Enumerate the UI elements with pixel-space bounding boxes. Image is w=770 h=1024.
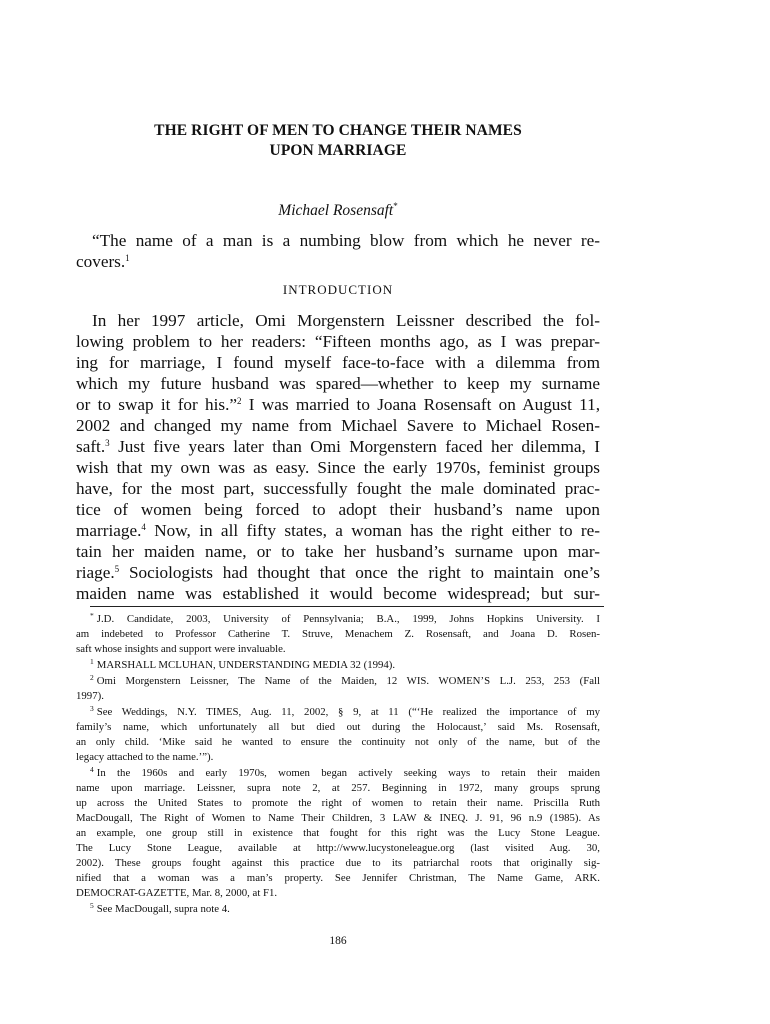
footnote-line: $^5$ See MacDougall, supra note 4. bbox=[90, 902, 230, 915]
body-line: riage.$^5$ Sociologists had thought that once the right to maintain one’s bbox=[76, 563, 600, 582]
footnote-line: saft whose insights and support were invaluable. bbox=[76, 643, 286, 655]
title-line-2: UPON MARRIAGE bbox=[269, 142, 407, 159]
body-line: 2002 and changed my name from Michael Savere to Michael Rosen- bbox=[76, 416, 600, 435]
body-line: tice of women being forced to adopt their husband’s name upon bbox=[76, 500, 600, 519]
footnote-number: * bbox=[90, 612, 94, 620]
footnote-number: 5 bbox=[90, 902, 94, 910]
body-line: maiden name was established it would become widespread; but sur- bbox=[76, 584, 600, 603]
footnote-line: $^3$ See Weddings, N.Y. TIMES, Aug. 11, 2002, § 9, at 11 (“‘He realized the importance of my bbox=[90, 705, 600, 718]
footnote-line: an only child. ‘Mike said he wanted to ensure the continuity not only of the name, but of the bbox=[76, 736, 600, 748]
body-line: ing for marriage, I found myself face-to-face with a dilemma from bbox=[76, 353, 600, 372]
footnote-line: name upon marriage. Leissner, supra note 2, at 257. Beginning in 1972, many groups sprung bbox=[76, 782, 600, 794]
epigraph-line: covers.$^1$ bbox=[76, 252, 130, 271]
footnote-number: 3 bbox=[90, 705, 94, 713]
footnote-ref: 2 bbox=[237, 396, 242, 406]
footnote-line: legacy attached to the name.’”). bbox=[76, 751, 214, 763]
body-line: which my future husband was spared—whether to keep my surname bbox=[76, 374, 600, 393]
footnote-line: 1997). bbox=[76, 690, 104, 702]
epigraph-line: “The name of a man is a numbing blow from which he never re- bbox=[92, 231, 600, 250]
section-heading: INTRODUCTION bbox=[282, 282, 394, 297]
footnote-line: $^4$ In the 1960s and early 1970s, women began actively seeking ways to retain their maiden bbox=[90, 766, 600, 779]
title-line-1: THE RIGHT OF MEN TO CHANGE THEIR NAMES bbox=[154, 122, 522, 139]
article-title bbox=[76, 121, 600, 161]
footnote-line: nified that a woman was a man’s property. See Jennifer Christman, The Name Game, ARK. bbox=[76, 872, 600, 884]
footnote-ref: 3 bbox=[105, 438, 110, 448]
footnote-line: DEMOCRAT-GAZETTE, Mar. 8, 2000, at F1. bbox=[76, 887, 278, 899]
footnote-line: The Lucy Stone League, available at http://www.lucystoneleague.org (last visited Aug. 30, bbox=[76, 842, 600, 854]
footnote-line: am indebeted to Professor Catherine T. Struve, Menachem Z. Rosensaft, and Joana D. Rosen- bbox=[76, 628, 600, 640]
footnote-separator bbox=[90, 606, 604, 607]
footnote-number: 1 bbox=[90, 658, 94, 666]
footnote-number: 2 bbox=[90, 674, 94, 682]
footnote-number: 4 bbox=[90, 766, 94, 774]
footnote-line: up across the United States to promote the right of women to retain their name. Priscilla Ruth bbox=[76, 797, 600, 809]
footnote-line: family’s name, which unfortunately all but died out during the Holocaust,’ said Ms. Rosensaft, bbox=[76, 721, 600, 733]
footnote-line: an example, one group still in existence that fought for this right was the Lucy Stone League. bbox=[76, 827, 600, 839]
footnote-line: * J.D. Candidate, 2003, University of Pennsylvania; B.A., 1999, Johns Hopkins University. I bbox=[90, 612, 600, 625]
body-line: wish that my own was as easy. Since the early 1970s, feminist groups bbox=[76, 458, 600, 477]
body-line: marriage.$^4$ Now, in all fifty states, a woman has the right either to re- bbox=[76, 521, 600, 540]
footnote-ref: 1 bbox=[125, 253, 130, 263]
footnote-line: $^1$ MARSHALL MCLUHAN, UNDERSTANDING MEDIA 32 (1994). bbox=[90, 658, 396, 671]
body-line: In her 1997 article, Omi Morgenstern Leissner described the fol- bbox=[92, 311, 600, 330]
body-line: saft.$^3$ Just five years later than Omi Morgenstern faced her dilemma, I bbox=[76, 437, 600, 456]
body-line: lowing problem to her readers: “Fifteen months ago, as I was prepar- bbox=[76, 332, 600, 351]
body-line: tain her maiden name, or to take her husband’s surname upon mar- bbox=[76, 542, 600, 561]
footnote-line: MacDougall, The Right of Women to Name Their Children, 3 LAW & INEQ. J. 91, 96 n.9 (1985). As bbox=[76, 812, 600, 824]
body-line: or to swap it for his.”$^2$ I was married to Joana Rosensaft on August 11, bbox=[76, 395, 600, 414]
author-byline bbox=[76, 196, 600, 221]
author-footnote-mark: * bbox=[393, 201, 398, 211]
body-line: have, for the most part, successfully fought the male dominated prac- bbox=[76, 479, 600, 498]
page-number: 186 bbox=[329, 935, 347, 947]
footnote-ref: 4 bbox=[141, 522, 146, 532]
author-name: Michael Rosensaft bbox=[278, 202, 394, 220]
footnote-ref: 5 bbox=[114, 564, 120, 574]
footnote-line: $^2$ Omi Morgenstern Leissner, The Name of the Maiden, 12 WIS. WOMEN’S L.J. 253, 253 (Fall bbox=[90, 674, 600, 687]
footnote-line: 2002). These groups fought against this practice due to its patriarchal roots that originally sig- bbox=[76, 857, 600, 869]
